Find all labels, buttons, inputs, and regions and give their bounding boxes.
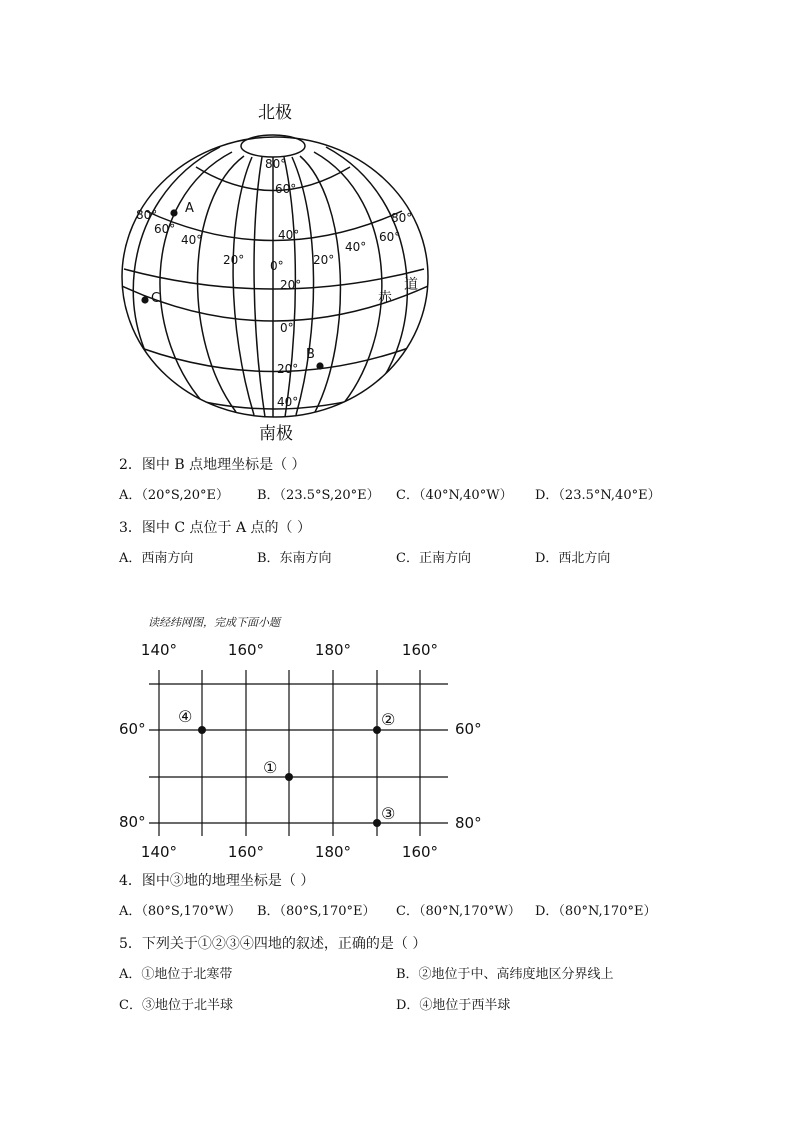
q2-option-a[interactable]: A．（20°S,20°E） [119, 488, 230, 503]
lat-label-n60: 60° [275, 182, 297, 196]
q4-option-b[interactable]: B．（80°S,170°E） [257, 904, 376, 919]
point-4-marker [198, 726, 206, 734]
point-2-marker [373, 726, 381, 734]
q3-stem: 3．图中 C 点位于 A 点的（ ） [119, 520, 311, 536]
point-2-label: ② [381, 710, 396, 729]
lat-label-n40: 40° [278, 228, 300, 242]
bottom-lon-label-2: 160° [227, 843, 265, 861]
bottom-lon-label-1: 140° [140, 843, 178, 861]
right-lat-label-80: 80° [455, 814, 482, 832]
meridian-line [160, 152, 232, 410]
point-c-label: C [151, 291, 161, 306]
q2-stem: 2．图中 B 点地理坐标是（ ） [119, 457, 306, 473]
meridian-line [254, 157, 265, 417]
meridian-line [233, 157, 254, 415]
q3-option-c[interactable]: C．正南方向 [396, 551, 471, 566]
lon-label-l40: 40° [181, 233, 203, 247]
point-1-marker [285, 773, 293, 781]
top-lon-label-3: 180° [314, 641, 352, 659]
top-lon-label-1: 140° [140, 641, 178, 659]
lat-label-s40: 40° [277, 395, 299, 409]
left-lat-label-60: 60° [119, 720, 146, 738]
top-lon-label-2: 160° [227, 641, 265, 659]
lon-label-r60: 60° [379, 230, 401, 244]
lon-label-r80: 80° [391, 211, 413, 225]
bottom-lon-label-4: 160° [401, 843, 439, 861]
lon-label-c0: 0° [270, 259, 284, 273]
equator-char-1: 赤 [378, 290, 392, 306]
q4-option-a[interactable]: A．（80°S,170°W） [119, 904, 242, 919]
point-b-label: B [306, 347, 315, 362]
right-lat-label-60: 60° [455, 720, 482, 738]
q4-option-d[interactable]: D．（80°N,170°E） [535, 904, 657, 919]
latitude-line [128, 343, 422, 372]
equator-char-2: 道 [404, 277, 418, 293]
left-lat-label-80: 80° [119, 813, 146, 831]
q2-option-b[interactable]: B．（23.5°S,20°E） [257, 488, 380, 503]
lon-label-r20: 20° [313, 253, 335, 267]
lat-label-s20: 20° [277, 362, 299, 376]
lon-label-l60: 60° [154, 222, 176, 236]
lat-label-n20: 20° [280, 278, 302, 292]
q2-option-d[interactable]: D．（23.5°N,40°E） [535, 488, 661, 503]
bottom-lon-label-3: 180° [314, 843, 352, 861]
q4-stem: 4．图中③地的地理坐标是（ ） [119, 873, 315, 889]
point-1-label: ① [263, 758, 278, 777]
polar-cap [241, 135, 305, 157]
north-pole-label: 北极 [258, 103, 292, 123]
point-3-marker [373, 819, 381, 827]
globe-figure [0, 0, 794, 450]
q3-option-a[interactable]: A．西南方向 [119, 551, 194, 566]
q2-option-c[interactable]: C．（40°N,40°W） [396, 488, 513, 503]
top-lon-label-4: 160° [401, 641, 439, 659]
lon-label-l20: 20° [223, 253, 245, 267]
section-intro: 读经纬网图，完成下面小题 [148, 616, 280, 629]
q5-stem: 5．下列关于①②③④四地的叙述，正确的是（ ） [119, 936, 427, 952]
q3-option-d[interactable]: D．西北方向 [535, 551, 611, 566]
lon-label-l80: 80° [136, 208, 158, 222]
point-b-marker [316, 362, 323, 369]
point-c-marker [141, 296, 148, 303]
q5-option-c[interactable]: C．③地位于北半球 [119, 998, 233, 1013]
q5-option-b[interactable]: B．②地位于中、高纬度地区分界线上 [396, 967, 614, 982]
point-3-label: ③ [381, 804, 396, 823]
point-a-marker [170, 209, 177, 216]
lat-label-eq: 0° [280, 321, 294, 335]
q5-option-d[interactable]: D．④地位于西半球 [396, 998, 511, 1013]
q3-option-b[interactable]: B．东南方向 [257, 551, 332, 566]
lat-label-n80: 80° [265, 157, 287, 171]
q4-option-c[interactable]: C．（80°N,170°W） [396, 904, 521, 919]
point-a-label: A [185, 201, 194, 216]
south-pole-label: 南极 [259, 424, 293, 444]
lon-label-r40: 40° [345, 240, 367, 254]
point-4-label: ④ [178, 707, 193, 726]
q5-option-a[interactable]: A．①地位于北寒带 [119, 967, 233, 982]
grid-figure [0, 630, 794, 870]
